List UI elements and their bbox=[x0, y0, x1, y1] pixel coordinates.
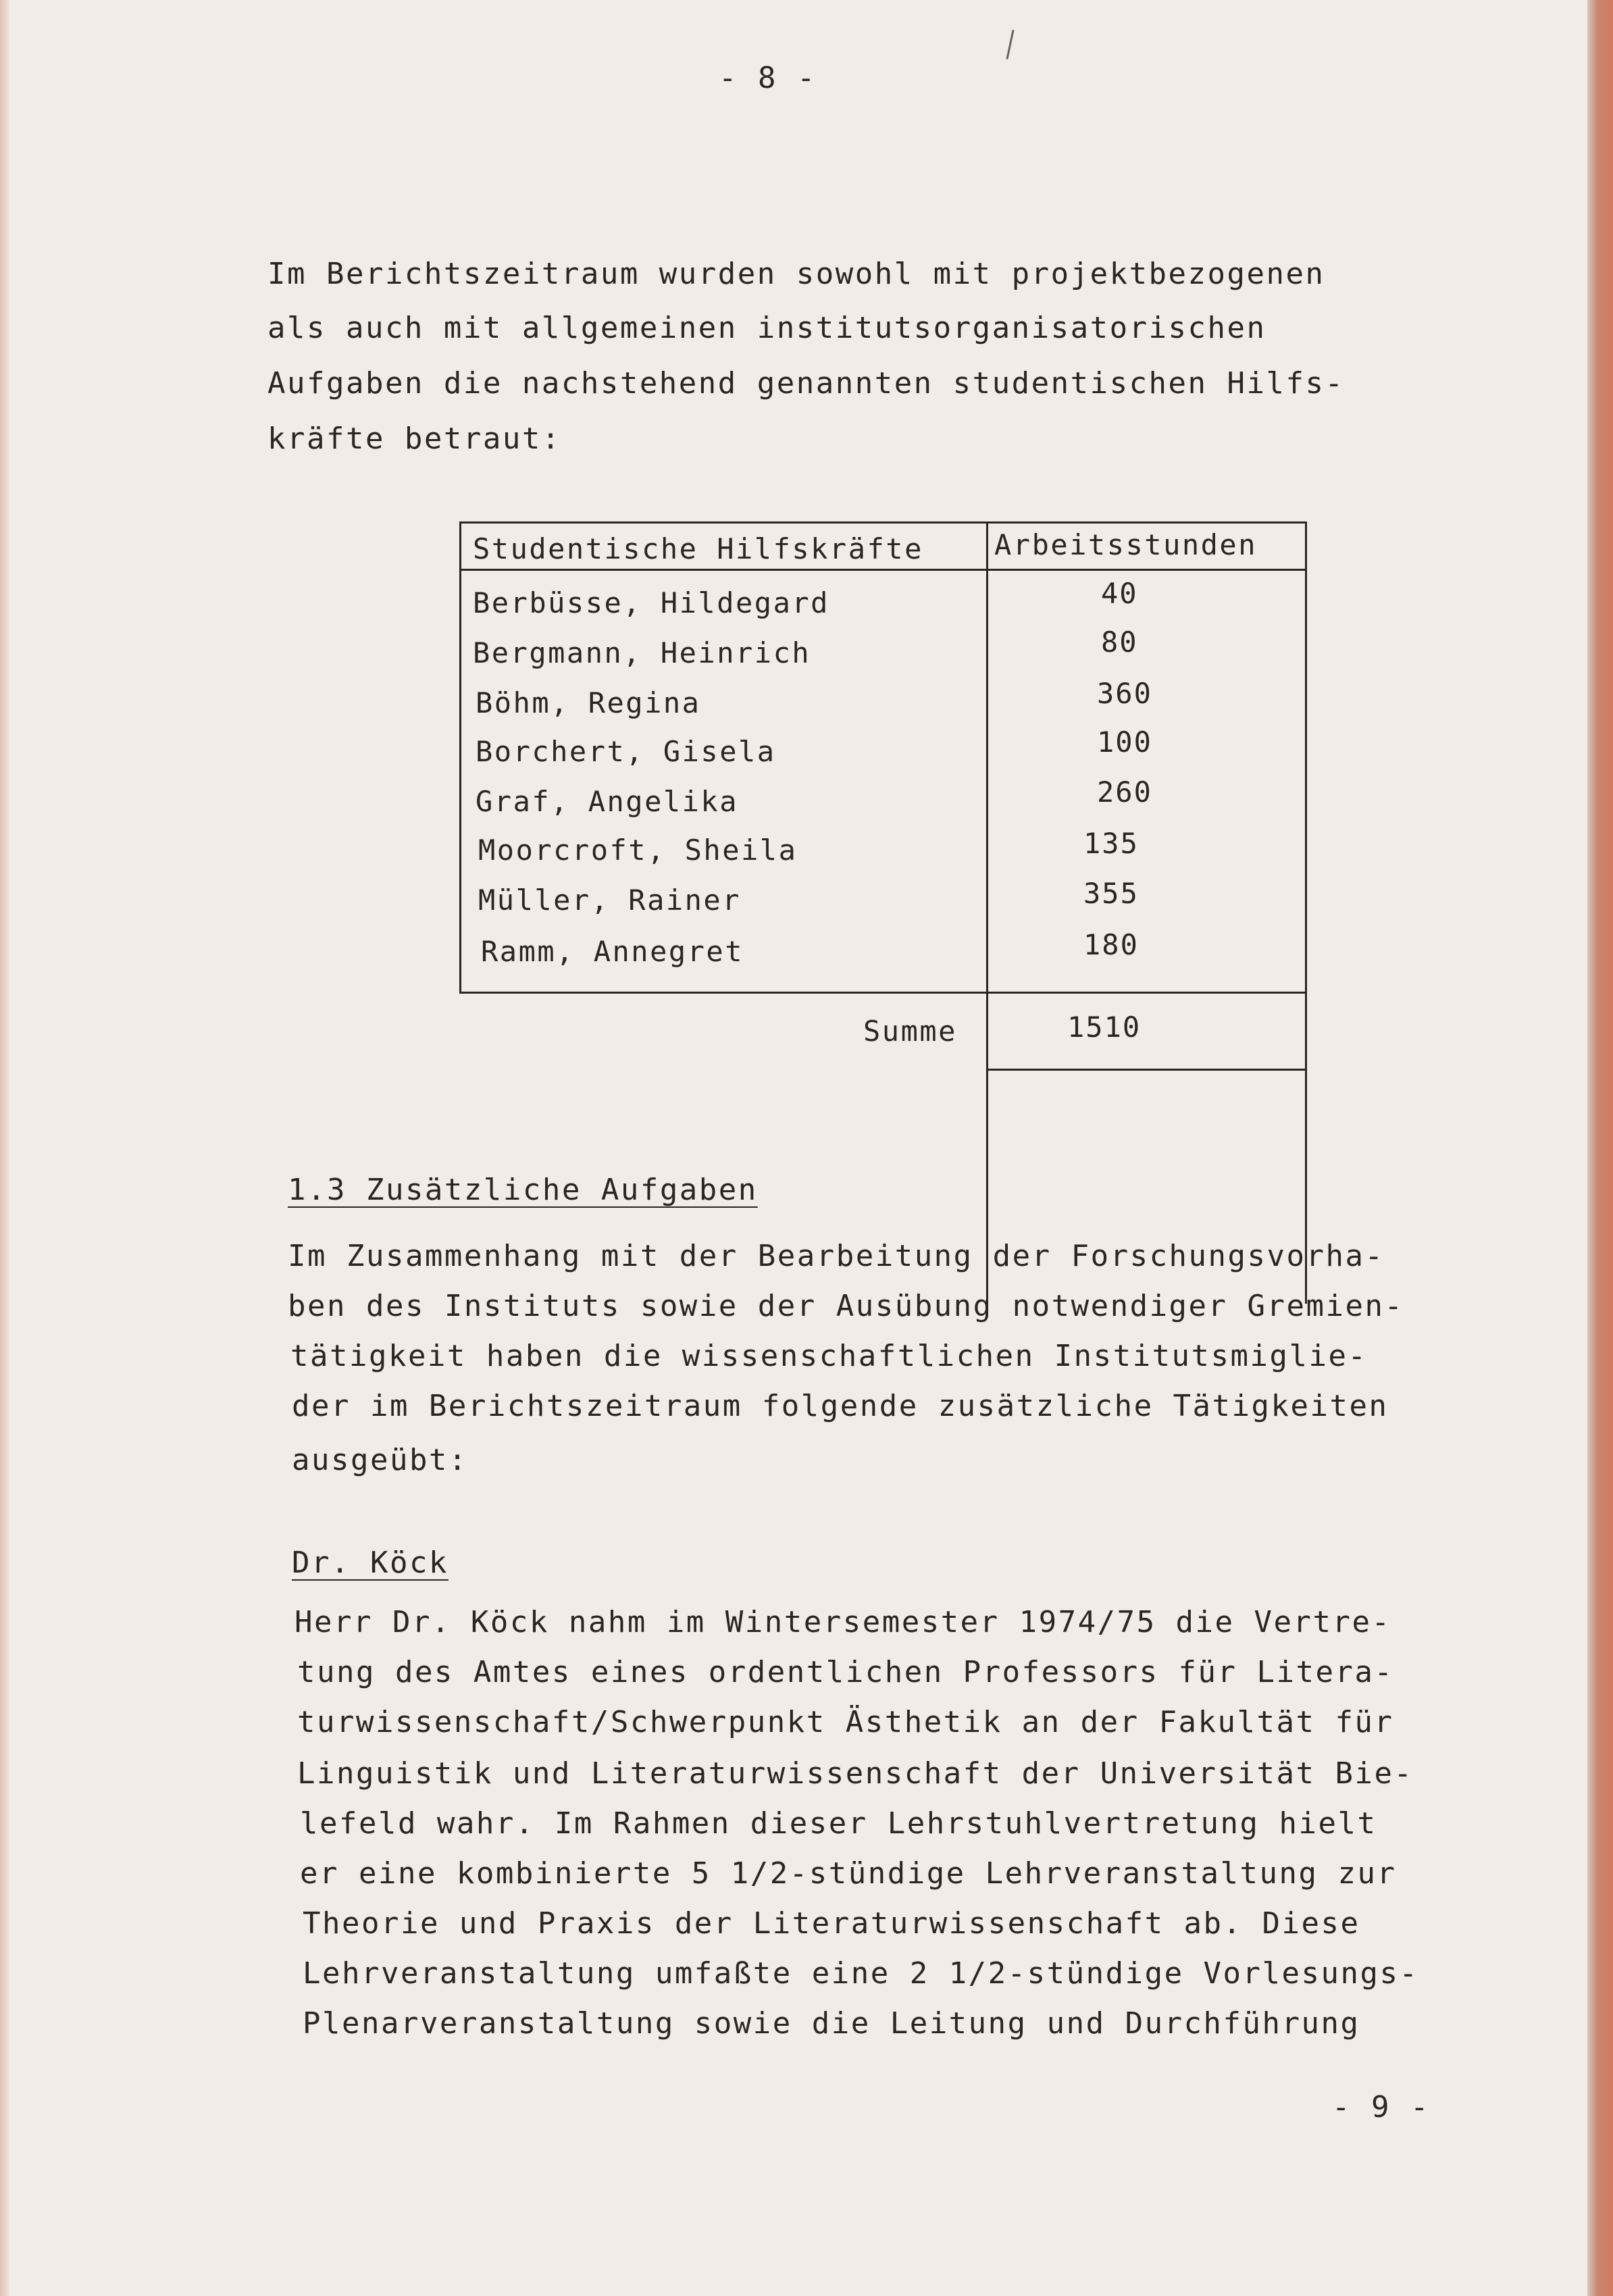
table-row-hours: 355 bbox=[1083, 877, 1139, 910]
next-page-number: - 9 - bbox=[1332, 2090, 1430, 2124]
table-row-hours: 360 bbox=[1097, 677, 1152, 710]
table-column-divider bbox=[986, 521, 988, 1304]
intro-line: Im Berichtszeitraum wurden sowohl mit projektbezogenen bbox=[267, 257, 1325, 291]
subsection-line: Plenarveranstaltung sowie die Leitung und Durchführung bbox=[303, 2006, 1360, 2041]
table-row-name: Moorcroft, Sheila bbox=[478, 834, 798, 867]
table-row-hours: 260 bbox=[1097, 775, 1152, 809]
page-edge-right bbox=[1587, 0, 1613, 2296]
table-row-name: Borchert, Gisela bbox=[476, 735, 776, 768]
table-header-rule bbox=[459, 569, 1306, 571]
subsection-line: Herr Dr. Köck nahm im Wintersemester 1974/75 die Vertre- bbox=[295, 1605, 1391, 1639]
intro-line: kräfte betraut: bbox=[267, 422, 561, 456]
subsection-line: tung des Amtes eines ordentlichen Professors für Litera- bbox=[297, 1655, 1394, 1689]
section-heading: 1.3 Zusätzliche Aufgaben bbox=[288, 1173, 758, 1207]
subsection-line: Theorie und Praxis der Literaturwissenschaft ab. Diese bbox=[303, 1906, 1360, 1941]
page-number: - 8 - bbox=[719, 61, 817, 95]
section-line: Im Zusammenhang mit der Bearbeitung der Forschungsvorha- bbox=[288, 1239, 1385, 1273]
table-row-name: Graf, Angelika bbox=[476, 785, 739, 818]
subsection-heading: Dr. Köck bbox=[292, 1546, 449, 1580]
table-row-name: Müller, Rainer bbox=[478, 884, 742, 917]
table-row-hours: 135 bbox=[1083, 827, 1139, 860]
section-line: ausgeübt: bbox=[292, 1443, 468, 1477]
sum-label: Summe bbox=[863, 1015, 957, 1048]
table-row-hours: 180 bbox=[1083, 928, 1139, 961]
table-row-name: Bergmann, Heinrich bbox=[473, 636, 811, 669]
subsection-line: lefeld wahr. Im Rahmen dieser Lehrstuhlvertretung hielt bbox=[300, 1806, 1377, 1841]
intro-line: als auch mit allgemeinen institutsorganisatorischen bbox=[267, 311, 1266, 345]
section-line: ben des Instituts sowie der Ausübung notwendiger Gremien- bbox=[288, 1289, 1404, 1323]
section-line: der im Berichtszeitraum folgende zusätzliche Tätigkeiten bbox=[292, 1389, 1389, 1423]
table-top-rule bbox=[459, 521, 1306, 524]
section-line: tätigkeit haben die wissenschaftlichen Institutsmiglie- bbox=[290, 1339, 1368, 1373]
table-row-name: Berbüsse, Hildegard bbox=[473, 586, 829, 619]
table-row-name: Ramm, Annegret bbox=[481, 935, 744, 968]
intro-line: Aufgaben die nachstehend genannten studentischen Hilfs- bbox=[267, 366, 1345, 401]
page-edge-left bbox=[0, 0, 9, 2296]
table-right-border bbox=[1305, 521, 1307, 1304]
subsection-line: turwissenschaft/Schwerpunkt Ästhetik an der Fakultät für bbox=[297, 1705, 1394, 1739]
header-hours: Arbeitsstunden bbox=[994, 528, 1258, 561]
table-row-hours: 40 bbox=[1101, 577, 1138, 610]
table-row-hours: 80 bbox=[1101, 626, 1138, 659]
table-row-name: Böhm, Regina bbox=[476, 686, 701, 719]
subsection-line: Lehrveranstaltung umfaßte eine 2 1/2-stündige Vorlesungs- bbox=[303, 1956, 1419, 1991]
sum-value: 1510 bbox=[1067, 1011, 1142, 1044]
table-left-border bbox=[459, 521, 461, 993]
header-students: Studentische Hilfskräfte bbox=[473, 532, 923, 565]
subsection-line: Linguistik und Literaturwissenschaft der Universität Bie- bbox=[297, 1756, 1414, 1791]
table-row-hours: 100 bbox=[1097, 725, 1152, 759]
table-sum-rule bbox=[986, 1069, 1306, 1071]
subsection-line: er eine kombinierte 5 1/2-stündige Lehrveranstaltung zur bbox=[300, 1856, 1397, 1891]
table-bottom-rule bbox=[459, 992, 1306, 994]
assistants-table bbox=[459, 501, 1306, 1048]
